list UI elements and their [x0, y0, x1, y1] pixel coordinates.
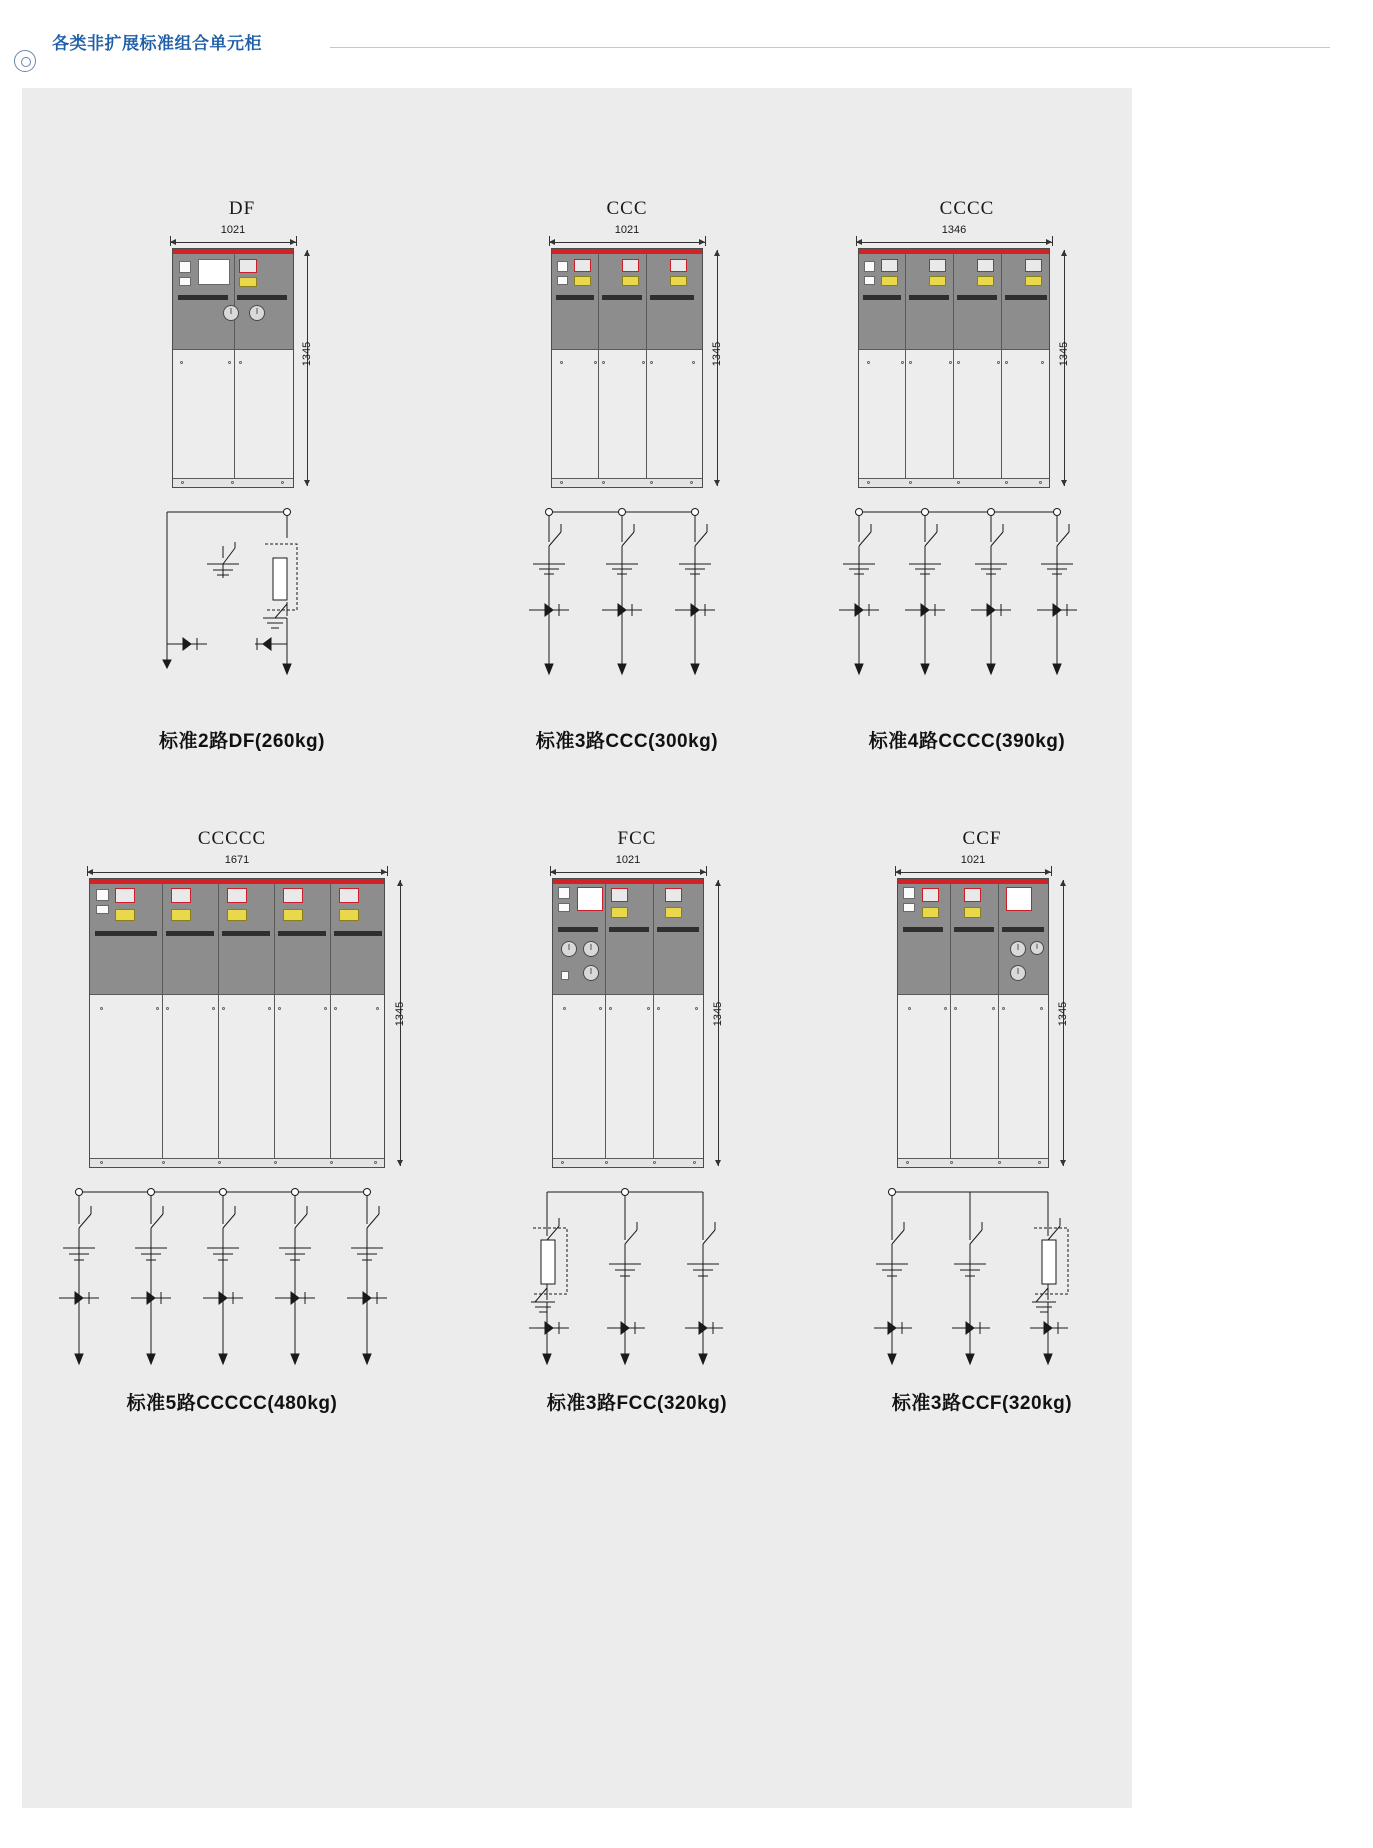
operation-module-red — [977, 259, 994, 272]
panel-screw — [1002, 1007, 1005, 1010]
figure-caption: 标准3路CCC(300kg) — [535, 731, 719, 752]
dimension-tick — [170, 236, 171, 246]
operation-module-red — [283, 888, 303, 903]
figure-caption: 标准5路CCCCC(480kg) — [126, 1393, 338, 1414]
cabinet-panel-divider — [653, 884, 654, 1167]
figure-caption: 标准3路FCC(320kg) — [546, 1393, 728, 1414]
panel-screw — [324, 1007, 327, 1010]
cabinet-panel-divider — [598, 254, 599, 487]
figure-title: CCCC — [939, 198, 995, 219]
figure-ccccc — [32, 828, 432, 1414]
panel-screw — [180, 361, 183, 364]
base-screw — [218, 1161, 221, 1164]
indicator-module — [558, 887, 570, 899]
operation-module-yellow — [239, 277, 257, 287]
base-screw — [957, 481, 960, 484]
label-module — [903, 903, 915, 912]
base-screw — [1038, 1161, 1041, 1164]
terminal-strip — [556, 295, 594, 300]
cabinet-section-divider — [553, 994, 703, 995]
terminal-strip — [602, 295, 642, 300]
figure-caption: 标准3路CCF(320kg) — [891, 1393, 1073, 1414]
operation-module-red — [239, 259, 257, 273]
operation-module-yellow — [1025, 276, 1042, 286]
cabinet-section-divider — [859, 349, 1049, 350]
dimension-line-width — [549, 242, 705, 243]
figure-fcc — [502, 828, 772, 1414]
operation-module-yellow — [929, 276, 946, 286]
panel-screw — [1041, 361, 1044, 364]
cabinet-panel-divider — [274, 884, 275, 1167]
dimension-tick — [87, 866, 88, 876]
label-module — [557, 276, 568, 285]
base-screw — [1005, 481, 1008, 484]
panel-screw — [642, 361, 645, 364]
cabinet-panel-divider — [234, 254, 235, 487]
figure-ccc — [497, 198, 757, 758]
terminal-strip — [178, 295, 228, 300]
terminal-strip — [1005, 295, 1047, 300]
figure-cccc — [822, 198, 1112, 758]
label-module — [561, 971, 569, 980]
dimension-width-label: 1346 — [941, 224, 967, 236]
base-screw — [181, 481, 184, 484]
single-line-diagram — [57, 1178, 417, 1378]
operation-module-red — [227, 888, 247, 903]
panel-screw — [602, 361, 605, 364]
operation-module-red — [929, 259, 946, 272]
terminal-strip — [166, 931, 214, 936]
panel-screw — [657, 1007, 660, 1010]
cabinet-base-rail — [859, 478, 1049, 487]
panel-screw — [647, 1007, 650, 1010]
base-screw — [602, 481, 605, 484]
figure-title: CCF — [962, 828, 1002, 849]
dimension-width-label: 1021 — [614, 224, 640, 236]
base-screw — [1039, 481, 1042, 484]
dimension-line-width — [856, 242, 1052, 243]
fuse-unit-window — [577, 887, 603, 911]
label-module — [179, 277, 191, 286]
panel-screw — [695, 1007, 698, 1010]
base-screw — [561, 1161, 564, 1164]
operation-module-yellow — [574, 276, 591, 286]
base-screw — [162, 1161, 165, 1164]
panel-screw — [650, 361, 653, 364]
cabinet-lower-section — [553, 994, 703, 1167]
panel-screw — [867, 361, 870, 364]
base-screw — [100, 1161, 103, 1164]
cabinet-panel-divider — [950, 884, 951, 1167]
operation-module-yellow — [171, 909, 191, 921]
operation-module-yellow — [227, 909, 247, 921]
operation-module-red — [670, 259, 687, 272]
dimension-line-height — [1064, 250, 1065, 486]
dimension-tick — [895, 866, 896, 876]
gauge-dial — [1030, 941, 1044, 955]
panel-screw — [166, 1007, 169, 1010]
cabinet-front-view — [551, 248, 703, 488]
cabinet-front-view — [897, 878, 1049, 1168]
base-screw — [330, 1161, 333, 1164]
cabinet-panel-divider — [218, 884, 219, 1167]
panel-screw — [609, 1007, 612, 1010]
terminal-strip — [237, 295, 287, 300]
panel-screw — [239, 361, 242, 364]
operation-module-yellow — [665, 907, 682, 918]
single-line-diagram — [527, 1178, 747, 1378]
panel-screw — [212, 1007, 215, 1010]
dimension-line-height — [717, 250, 718, 486]
cabinet-lower-section — [898, 994, 1048, 1167]
panel-screw — [997, 361, 1000, 364]
base-screw — [867, 481, 870, 484]
terminal-strip — [954, 927, 994, 932]
panel-screw — [954, 1007, 957, 1010]
base-screw — [274, 1161, 277, 1164]
dimension-line-height — [307, 250, 308, 486]
right-margin — [1132, 88, 1351, 1808]
cabinet-panel-divider — [330, 884, 331, 1167]
figure-title: CCC — [606, 198, 648, 219]
panel-screw — [957, 361, 960, 364]
dimension-height-label: 1345 — [394, 1001, 407, 1027]
panel-screw — [222, 1007, 225, 1010]
dimension-line-width — [550, 872, 706, 873]
cabinet-upper-section — [173, 254, 293, 349]
dimension-line-width — [87, 872, 387, 873]
terminal-strip — [95, 931, 157, 936]
dimension-height-label: 1345 — [301, 341, 314, 367]
dimension-tick — [705, 236, 706, 246]
operation-module-red — [622, 259, 639, 272]
cabinet-section-divider — [898, 994, 1048, 995]
cabinet-panel-divider — [953, 254, 954, 487]
dimension-width-label: 1021 — [615, 854, 641, 866]
cabinet-front-view — [172, 248, 294, 488]
cabinet-front-view — [552, 878, 704, 1168]
fuse-unit-window — [1006, 887, 1032, 911]
base-screw — [693, 1161, 696, 1164]
panel-screw — [268, 1007, 271, 1010]
indicator-module — [96, 889, 109, 901]
operation-module-yellow — [611, 907, 628, 918]
terminal-strip — [278, 931, 326, 936]
single-line-diagram — [837, 498, 1097, 688]
figure-title: DF — [228, 198, 256, 219]
diagram-canvas — [22, 88, 1132, 1808]
cabinet-panel-divider — [905, 254, 906, 487]
panel-screw — [334, 1007, 337, 1010]
cabinet-base-rail — [553, 1158, 703, 1167]
panel-screw — [908, 1007, 911, 1010]
operation-module-yellow — [964, 907, 981, 918]
panel-screw — [1040, 1007, 1043, 1010]
dimension-tick — [706, 866, 707, 876]
cabinet-panel-divider — [162, 884, 163, 1167]
panel-screw — [949, 361, 952, 364]
operation-module-red — [881, 259, 898, 272]
operation-module-yellow — [922, 907, 939, 918]
panel-window — [198, 259, 230, 285]
panel-screw — [992, 1007, 995, 1010]
dimension-tick — [387, 866, 388, 876]
figure-ccf — [847, 828, 1117, 1414]
single-line-diagram — [527, 498, 737, 688]
operation-module-yellow — [670, 276, 687, 286]
gauge-dial — [1010, 941, 1026, 957]
base-screw — [560, 481, 563, 484]
dimension-tick — [549, 236, 550, 246]
dimension-width-label: 1021 — [960, 854, 986, 866]
base-screw — [281, 481, 284, 484]
dimension-height-label: 1345 — [712, 1001, 725, 1027]
page-header — [0, 0, 1373, 62]
figure-df — [127, 198, 357, 758]
base-screw — [909, 481, 912, 484]
label-module — [96, 905, 109, 914]
dimension-tick — [296, 236, 297, 246]
panel-screw — [100, 1007, 103, 1010]
cabinet-panel-divider — [605, 884, 606, 1167]
panel-screw — [1005, 361, 1008, 364]
operation-module-red — [574, 259, 591, 272]
panel-screw — [228, 361, 231, 364]
base-screw — [998, 1161, 1001, 1164]
panel-screw — [563, 1007, 566, 1010]
dimension-height-label: 1345 — [1058, 341, 1071, 367]
gauge-dial — [249, 305, 265, 321]
cabinet-section-divider — [90, 994, 384, 995]
cabinet-lower-section — [552, 349, 702, 487]
operation-module-yellow — [881, 276, 898, 286]
panel-screw — [901, 361, 904, 364]
terminal-strip — [334, 931, 382, 936]
terminal-strip — [222, 931, 270, 936]
operation-module-yellow — [115, 909, 135, 921]
figure-title: CCCCC — [197, 828, 267, 849]
panel-screw — [944, 1007, 947, 1010]
operation-module-yellow — [339, 909, 359, 921]
operation-module-red — [1025, 259, 1042, 272]
gauge-dial — [583, 965, 599, 981]
dimension-height-label: 1345 — [711, 341, 724, 367]
terminal-strip — [863, 295, 901, 300]
base-screw — [231, 481, 234, 484]
label-module — [558, 903, 570, 912]
cabinet-lower-section — [859, 349, 1049, 487]
dimension-tick — [550, 866, 551, 876]
terminal-strip — [903, 927, 943, 932]
panel-screw — [376, 1007, 379, 1010]
cabinet-panel-divider — [1001, 254, 1002, 487]
base-screw — [605, 1161, 608, 1164]
cabinet-front-view — [89, 878, 385, 1168]
panel-screw — [594, 361, 597, 364]
terminal-strip — [558, 927, 598, 932]
base-screw — [690, 481, 693, 484]
gauge-dial — [583, 941, 599, 957]
terminal-strip — [650, 295, 694, 300]
base-screw — [653, 1161, 656, 1164]
cabinet-section-divider — [173, 349, 293, 350]
terminal-strip — [609, 927, 649, 932]
dimension-height-label: 1345 — [1057, 1001, 1070, 1027]
gauge-dial — [561, 941, 577, 957]
base-screw — [906, 1161, 909, 1164]
figure-caption: 标准2路DF(260kg) — [159, 731, 325, 752]
header-divider — [330, 47, 1330, 48]
gauge-dial — [1010, 965, 1026, 981]
figure-title: FCC — [617, 828, 657, 849]
terminal-strip — [957, 295, 997, 300]
cabinet-base-rail — [898, 1158, 1048, 1167]
cabinet-front-view — [858, 248, 1050, 488]
dimension-width-label: 1021 — [220, 224, 246, 236]
operation-module-yellow — [283, 909, 303, 921]
cabinet-section-divider — [552, 349, 702, 350]
panel-screw — [692, 361, 695, 364]
single-line-diagram — [872, 1178, 1092, 1378]
base-screw — [374, 1161, 377, 1164]
operation-module-red — [115, 888, 135, 903]
cabinet-base-rail — [552, 478, 702, 487]
operation-module-red — [171, 888, 191, 903]
page-title: 各类非扩展标准组合单元柜 — [52, 34, 262, 53]
operation-module-red — [922, 888, 939, 902]
dimension-line-width — [895, 872, 1051, 873]
dimension-line-width — [170, 242, 296, 243]
figure-caption: 标准4路CCCC(390kg) — [868, 731, 1066, 752]
panel-screw — [599, 1007, 602, 1010]
indicator-module — [864, 261, 875, 272]
dimension-tick — [1051, 866, 1052, 876]
dimension-tick — [1052, 236, 1053, 246]
panel-screw — [278, 1007, 281, 1010]
terminal-strip — [657, 927, 699, 932]
terminal-strip — [909, 295, 949, 300]
panel-screw — [156, 1007, 159, 1010]
indicator-module — [557, 261, 568, 272]
operation-module-red — [964, 888, 981, 902]
dimension-width-label: 1671 — [224, 854, 250, 866]
base-screw — [950, 1161, 953, 1164]
operation-module-red — [665, 888, 682, 902]
terminal-strip — [1002, 927, 1044, 932]
panel-screw — [909, 361, 912, 364]
label-module — [864, 276, 875, 285]
operation-module-yellow — [622, 276, 639, 286]
target-circle-icon — [14, 50, 36, 72]
indicator-module — [903, 887, 915, 899]
cabinet-panel-divider — [998, 884, 999, 1167]
gauge-dial — [223, 305, 239, 321]
operation-module-yellow — [977, 276, 994, 286]
panel-screw — [560, 361, 563, 364]
operation-module-red — [339, 888, 359, 903]
cabinet-lower-section — [90, 994, 384, 1167]
indicator-module — [179, 261, 191, 273]
dimension-tick — [856, 236, 857, 246]
operation-module-red — [611, 888, 628, 902]
single-line-diagram — [147, 498, 347, 688]
cabinet-panel-divider — [646, 254, 647, 487]
base-screw — [650, 481, 653, 484]
cabinet-lower-section — [173, 349, 293, 487]
cabinet-base-rail — [90, 1158, 384, 1167]
